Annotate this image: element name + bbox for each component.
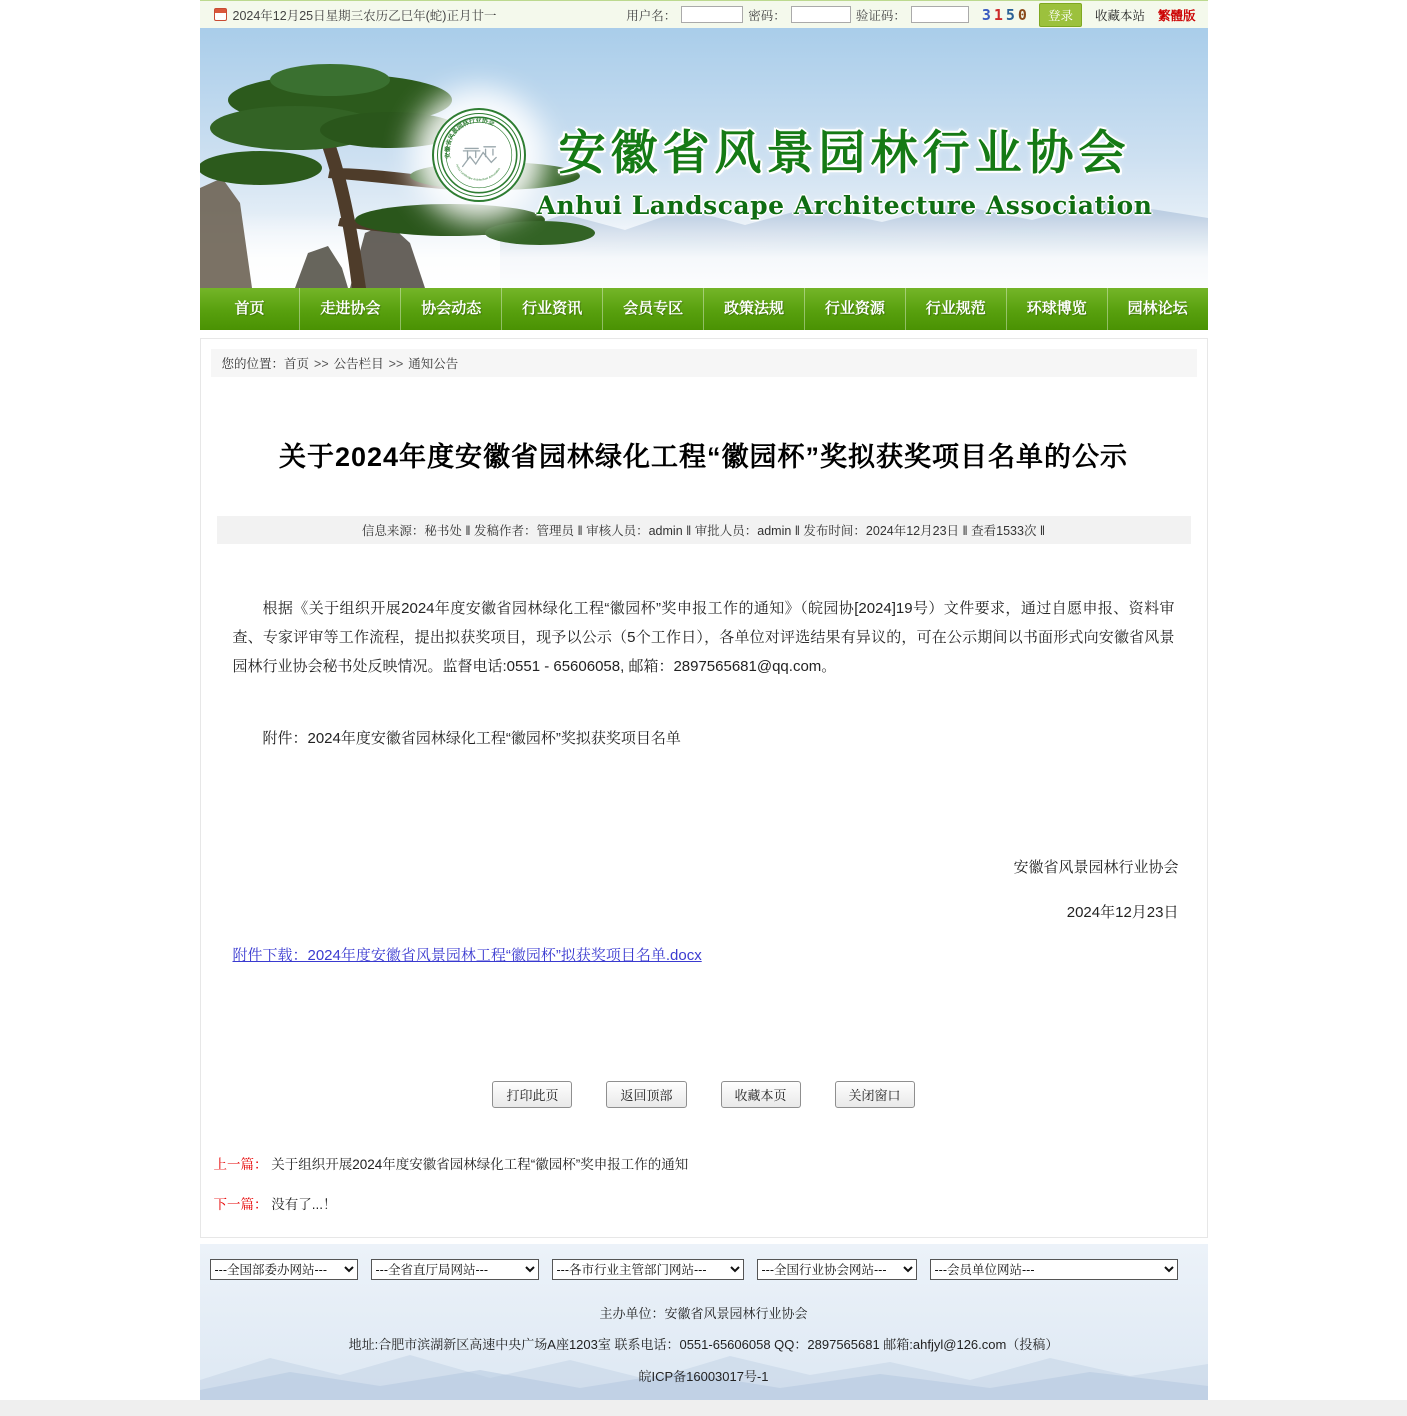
breadcrumb-announcements[interactable]: 公告栏目 <box>333 357 384 371</box>
article-meta: 信息来源：秘书处 ‖ 发稿作者：管理员 ‖ 审核人员：admin ‖ 审批人员：admin ‖ 发布时间：2024年12月23日 ‖ 查看1533次 ‖ <box>217 516 1191 544</box>
provincial-bureaus-select[interactable] <box>371 1259 539 1280</box>
calendar-icon <box>214 8 227 21</box>
traditional-chinese-link[interactable]: 繁體版 <box>1157 8 1196 23</box>
username-input[interactable] <box>681 6 743 23</box>
nav-item-industry-info[interactable]: 行业资讯 <box>502 288 603 330</box>
article-title: 关于2024年度安徽省园林绿化工程“徽园杯”奖拟获奖项目名单的公示 <box>278 442 1129 472</box>
nav-item-about[interactable]: 走进协会 <box>300 288 401 330</box>
nav-item-resources[interactable]: 行业资源 <box>805 288 906 330</box>
nav-item-member-zone[interactable]: 会员专区 <box>603 288 704 330</box>
bookmark-site-link[interactable]: 收藏本站 <box>1094 8 1145 23</box>
page-column <box>200 0 1208 1400</box>
footer-mountains-image <box>200 1320 1208 1400</box>
site-title-en: Anhui Landscape Architecture Association <box>536 191 1153 220</box>
main-nav <box>200 288 1208 330</box>
breadcrumb <box>211 349 1197 377</box>
prev-next-pager <box>201 1136 1207 1215</box>
attachment-download <box>233 944 1207 965</box>
close-window-button[interactable]: 关闭窗口 <box>835 1081 915 1108</box>
captcha-digit: 0 <box>1017 5 1030 24</box>
next-article-text: 没有了...！ <box>271 1197 337 1212</box>
print-page-button[interactable]: 打印此页 <box>492 1081 572 1108</box>
association-logo[interactable] <box>432 108 526 202</box>
footer-organizer: 主办单位：安徽省风景园林行业协会 <box>599 1306 808 1321</box>
nav-item-forum[interactable]: 园林论坛 <box>1127 300 1188 317</box>
site-titles <box>530 116 1160 220</box>
svg-text:安徽省风景园林行业协会: 安徽省风景园林行业协会 <box>443 117 495 160</box>
next-article-label: 下一篇： <box>213 1197 268 1212</box>
attachment-download-link[interactable]: 附件下载：2024年度安徽省风景园林工程“徽园杯”拟获奖项目名单.docx <box>232 947 702 964</box>
next-article-row <box>214 1195 1194 1215</box>
login-button[interactable]: 登录 <box>1039 3 1082 27</box>
page-footer <box>200 1244 1208 1400</box>
page-actions <box>201 1081 1207 1108</box>
breadcrumb-prefix: 您的位置： <box>221 357 285 371</box>
username-label: 用户名： <box>626 8 677 23</box>
attachment-line: 附件：2024年度安徽省园林绿化工程“徽园杯”奖拟获奖项目名单 <box>262 730 681 747</box>
captcha-digit: 3 <box>981 5 994 24</box>
breadcrumb-home[interactable]: 首页 <box>284 357 310 371</box>
breadcrumb-notices[interactable]: 通知公告 <box>408 357 459 371</box>
city-departments-select[interactable] <box>552 1259 744 1280</box>
national-ministries-select[interactable] <box>210 1259 358 1280</box>
captcha-digit: 5 <box>1005 5 1018 24</box>
captcha-label: 验证码： <box>855 8 906 23</box>
logo-emblem-icon <box>437 113 521 197</box>
captcha-input[interactable] <box>911 6 969 23</box>
current-date: 2024年12月25日星期三农历乙巳年(蛇)正月廿一 <box>232 8 497 23</box>
header-banner <box>200 28 1208 288</box>
article-body <box>233 594 1175 681</box>
bookmark-page-button[interactable]: 收藏本页 <box>721 1081 801 1108</box>
nav-item-news[interactable]: 协会动态 <box>401 288 502 330</box>
nav-item-standards[interactable]: 行业规范 <box>906 288 1007 330</box>
signature-block <box>201 856 1207 922</box>
bottom-gray-bar <box>0 1400 1407 1416</box>
nav-item-global[interactable]: 环球博览 <box>1007 288 1108 330</box>
prev-article-label: 上一篇： <box>213 1157 268 1172</box>
top-bar <box>200 0 1208 28</box>
prev-article-link[interactable]: 关于组织开展2024年度安徽省园林绿化工程“徽园杯”奖申报工作的通知 <box>271 1157 689 1172</box>
site-title-cn: 安徽省风景园林行业协会 <box>558 126 1131 181</box>
nav-item-policy[interactable]: 政策法规 <box>704 288 805 330</box>
password-input[interactable] <box>791 6 851 23</box>
industry-associations-select[interactable] <box>757 1259 917 1280</box>
breadcrumb-separator: >> <box>314 357 329 371</box>
content-box <box>200 338 1208 1238</box>
password-label: 密码： <box>748 8 786 23</box>
prev-article-row <box>214 1155 1194 1175</box>
svg-text:Anhui Landscape Architecture A: Anhui Landscape Architecture Association <box>454 163 501 182</box>
footer-contact: 地址:合肥市滨湖新区高速中央广场A座1203室 联系电话：0551-65606058 QQ：2897565681 邮箱:ahfjyl@126.com（投稿） <box>348 1337 1059 1352</box>
signature-date: 2024年12月23日 <box>1066 904 1179 921</box>
breadcrumb-separator: >> <box>388 357 404 371</box>
nav-item-home[interactable]: 首页 <box>200 288 301 330</box>
article-paragraph: 根据《关于组织开展2024年度安徽省园林绿化工程“徽园杯”奖申报工作的通知》（皖园协[2024]19号）文件要求，通过自愿申报、资料审查、专家评审等工作流程，提出拟获奖项目，现予以公示（5个工作日），各单位对评选结果有异议的，可在公示期间以书面形式向安徽省风景园林行业协会秘书处反映情况。监督电话:0551 - 65606058, 邮箱：2897565681@qq.com。 <box>232 600 1175 675</box>
captcha-code <box>982 6 1030 24</box>
friendly-links-row <box>200 1244 1208 1280</box>
signature-organization: 安徽省风景园林行业协会 <box>1013 859 1179 876</box>
back-to-top-button[interactable]: 返回顶部 <box>606 1081 686 1108</box>
member-units-select[interactable] <box>930 1259 1178 1280</box>
footer-icp: 皖ICP备16003017号-1 <box>638 1369 769 1384</box>
login-area <box>626 3 1199 27</box>
captcha-digit: 1 <box>993 5 1006 24</box>
